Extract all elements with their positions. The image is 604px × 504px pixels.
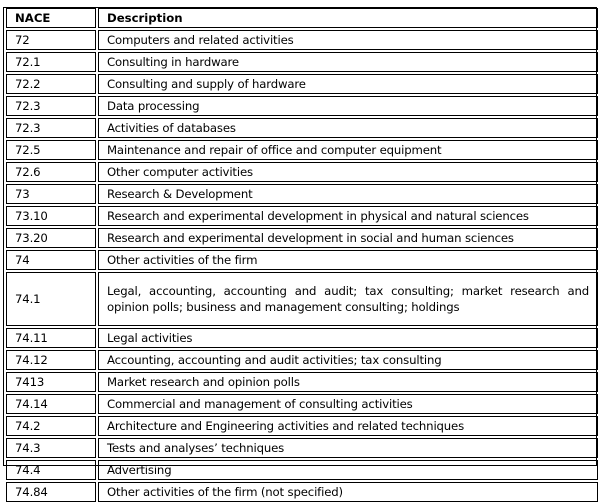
table-row — [6, 250, 598, 270]
table-row — [6, 118, 598, 138]
table-row — [6, 460, 598, 480]
nace-description: Research & Development — [98, 184, 598, 204]
table-row — [6, 96, 598, 116]
nace-description: Other activities of the firm (not specified) — [98, 482, 598, 502]
table-row — [6, 140, 598, 160]
nace-description: Advertising — [98, 460, 598, 480]
column-header-description: Description — [98, 8, 598, 28]
nace-description: Data processing — [98, 96, 598, 116]
nace-code: 72 — [6, 30, 96, 50]
nace-code: 72.5 — [6, 140, 96, 160]
table-row — [6, 206, 598, 226]
table-row — [6, 74, 598, 94]
nace-code: 72.3 — [6, 96, 96, 116]
nace-description: Other computer activities — [98, 162, 598, 182]
nace-code: 74.2 — [6, 416, 96, 436]
table-row — [6, 228, 598, 248]
nace-code: 72.2 — [6, 74, 96, 94]
nace-description: Research and experimental development in physical and natural sciences — [98, 206, 598, 226]
table-row — [6, 272, 598, 326]
nace-code: 74.84 — [6, 482, 96, 502]
table-row — [6, 350, 598, 370]
nace-table — [4, 6, 600, 504]
nace-code: 73.20 — [6, 228, 96, 248]
table-row — [6, 394, 598, 414]
nace-description: Research and experimental development in social and human sciences — [98, 228, 598, 248]
nace-description: Consulting and supply of hardware — [98, 74, 598, 94]
nace-description: Commercial and management of consulting activities — [98, 394, 598, 414]
table-row — [6, 482, 598, 502]
nace-code: 74 — [6, 250, 96, 270]
table-row — [6, 416, 598, 436]
nace-description: Activities of databases — [98, 118, 598, 138]
column-header-nace: NACE — [6, 8, 96, 28]
table-row — [6, 328, 598, 348]
nace-description: Other activities of the firm — [98, 250, 598, 270]
nace-description: Market research and opinion polls — [98, 372, 598, 392]
table-header-row — [6, 8, 598, 28]
table-row — [6, 438, 598, 458]
table-row — [6, 162, 598, 182]
nace-description: Computers and related activities — [98, 30, 598, 50]
nace-code: 74.14 — [6, 394, 96, 414]
nace-code: 72.3 — [6, 118, 96, 138]
nace-description: Legal activities — [98, 328, 598, 348]
nace-code: 7413 — [6, 372, 96, 392]
nace-code: 73 — [6, 184, 96, 204]
nace-code: 72.6 — [6, 162, 96, 182]
nace-code: 74.3 — [6, 438, 96, 458]
nace-description: Architecture and Engineering activities and related techniques — [98, 416, 598, 436]
table-row — [6, 30, 598, 50]
nace-description: Legal, accounting, accounting and audit; tax consulting; market research and opinion polls; business and management consulting; holdings — [98, 272, 598, 326]
nace-code: 73.10 — [6, 206, 96, 226]
table-row — [6, 52, 598, 72]
table-row — [6, 184, 598, 204]
nace-code: 74.4 — [6, 460, 96, 480]
nace-code: 72.1 — [6, 52, 96, 72]
nace-description: Consulting in hardware — [98, 52, 598, 72]
nace-code: 74.12 — [6, 350, 96, 370]
nace-code: 74.1 — [6, 272, 96, 326]
nace-code: 74.11 — [6, 328, 96, 348]
nace-description: Tests and analyses’ techniques — [98, 438, 598, 458]
table-row — [6, 372, 598, 392]
nace-description: Maintenance and repair of office and computer equipment — [98, 140, 598, 160]
nace-description: Accounting, accounting and audit activities; tax consulting — [98, 350, 598, 370]
